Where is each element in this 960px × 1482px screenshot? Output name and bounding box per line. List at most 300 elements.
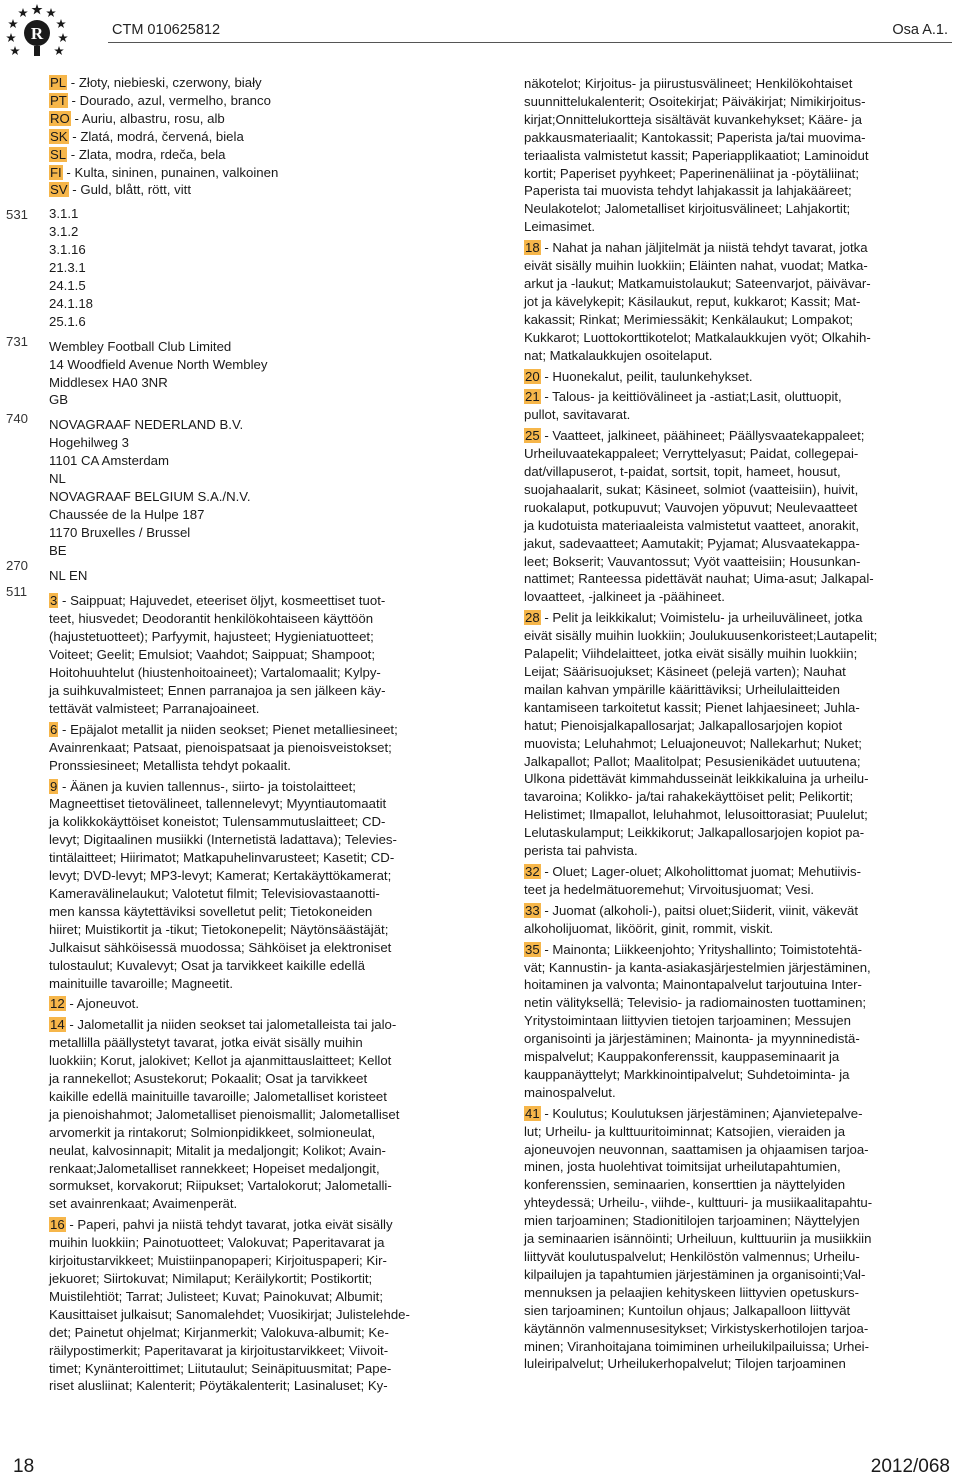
text-line: [49, 778, 435, 796]
class-text: liittyvät koulutuspalvelut; Henkilöstön valmennus; Urheilu-: [524, 1249, 860, 1264]
text-line: [49, 1034, 435, 1052]
page-number: 18: [13, 1456, 35, 1477]
text-line: [524, 1320, 908, 1338]
class-number: 21: [525, 389, 540, 405]
text-line: [524, 311, 908, 329]
class-text: kaikille edellä mainituille tavaroille; Jalometalliset koristeet: [49, 1088, 387, 1104]
text-line: [49, 795, 435, 813]
text-line: [49, 1106, 435, 1124]
text-line: [49, 1070, 435, 1088]
class-number: 28: [525, 610, 540, 626]
class-text: ja suihkuvalmisteet; Ennen parranajoa ja sen jälkeen käy-: [49, 683, 386, 698]
text-line: [524, 535, 908, 553]
class-text: alkoholijuomat, liköörit, ginit, rommit, viskit.: [524, 920, 774, 936]
text-line: [49, 1288, 435, 1306]
class-text: nattimet; Ranteessa pidettävät nauhat; Uima-asut; Jalkapal-: [524, 571, 874, 587]
text-line: [524, 770, 908, 788]
class-text: arkut ja -laukut; Matkamuistolaukut; Sateenvarjot, päivävar-: [524, 275, 871, 291]
text-line: [524, 553, 908, 571]
representative-line: 1101 CA Amsterdam: [49, 453, 169, 469]
class-text: hoitaminen ja valvonta; Mainontapalvelut tarjoutuina Inter-: [524, 977, 862, 993]
text-line: [49, 831, 435, 849]
class-text: kilpailujen ja tapahtumien järjestäminen ja organisointi;Val-: [524, 1266, 866, 1282]
text-line: [524, 1158, 908, 1176]
class-text: jot ja kävelykepit; Käsilaukut, reput, kukkarot; Kassit; Mat-: [524, 293, 861, 309]
class-text: tettävät valmisteet; Parranajoaineet.: [49, 700, 260, 716]
text-line: [524, 1266, 908, 1284]
class-text: Kameravälinelaukut; Valotetut filmit; Televisiovastaanotti-: [49, 885, 380, 901]
text-line: [49, 957, 435, 975]
class-text: - Pelit ja leikkikalut; Voimistelu- ja urheiluvälineet, jotka: [540, 610, 863, 626]
language-code: PT: [50, 92, 67, 108]
text-line: [49, 1160, 435, 1178]
vienna-code: 3.1.2: [49, 224, 79, 240]
text-line: [524, 427, 908, 445]
class-text: Avainrenkaat; Patsaat, pienoispatsaat ja pienoisveistokset;: [49, 739, 392, 755]
class-text: sien tarjoaminen; Kuntoilun ohjaus; Jalkapalloon liittyvät: [524, 1302, 851, 1318]
text-line: [524, 645, 908, 663]
text-line: [49, 885, 435, 903]
goods-class-entry: [49, 592, 435, 717]
text-line: [524, 881, 908, 899]
text-line: [524, 1030, 908, 1048]
language-colors: - Auriu, albastru, rosu, alb: [70, 110, 225, 126]
text-line: [524, 1248, 908, 1266]
class-text: - Huonekalut, peilit, taulunkehykset.: [540, 368, 753, 384]
text-line: [49, 1306, 435, 1324]
language-color-line: [49, 110, 435, 128]
text-line: [49, 921, 435, 939]
vienna-code: 21.3.1: [49, 260, 86, 276]
language-code: PL: [50, 75, 67, 90]
goods-class-entry: [524, 239, 908, 364]
class-text: - Koulutus; Koulutuksen järjestäminen; Ajanvietepalve-: [540, 1105, 863, 1121]
class-text: teet, hiusvedet; Deodorantit henkilökohtaiseen käyttöön: [49, 611, 374, 627]
goods-class-entry: [524, 609, 908, 860]
goods-class-entry: [49, 1016, 435, 1213]
class-number: 6: [50, 721, 58, 737]
text-line: [524, 481, 908, 499]
class-text: dat/villapuserot, t-paidat, sortsit, topit, hameet, housut,: [524, 464, 841, 480]
class-text: Kukkarot; Luottokorttikotelot; Matkalaukkujen vyöt; Olkahih-: [524, 329, 871, 345]
representative-line: BE: [49, 542, 67, 558]
class-text: mailan kahvan ympärille käärittäviksi; Urheilulaitteiden: [524, 681, 840, 697]
text-line: [524, 368, 908, 386]
text-line: [49, 1216, 435, 1234]
goods-class-entry: [49, 1216, 435, 1395]
class-text: kakassit; Rinkat; Merimiessäkit; Kenkälaukut; Lompakot;: [524, 311, 854, 327]
class-number: 16: [50, 1217, 65, 1233]
representative-block: [49, 416, 435, 559]
text-line: [524, 588, 908, 606]
text-line: [49, 903, 435, 921]
class-text: ruokalaput, potkupuvut; Vauvojen yöpuvut; Neulevaatteet: [524, 499, 858, 515]
class-text: nat; Matkalaukkujen osoitelaput.: [524, 347, 713, 363]
goods-class-entry: [524, 863, 908, 899]
text-line: [524, 1284, 908, 1302]
text-line: [524, 753, 908, 771]
text-line: [524, 1066, 908, 1084]
text-line: [524, 863, 908, 881]
applicant-line: Wembley Football Club Limited: [49, 338, 232, 354]
languages-270: NL EN: [49, 567, 88, 583]
class-text: mennuksen ja pelaajien kehityskeen liittyvien opetuskurs-: [524, 1284, 859, 1300]
class-text: kirjoitustarvikkeet; Muistiinpanopaperi; Kirjoituspaperi; Kir-: [49, 1253, 387, 1269]
tag-731: 731: [6, 334, 29, 349]
class-text: ja pienoishahmot; Jalometalliset pienoismallit; Jalometalliset: [49, 1106, 400, 1122]
class-text: ja kolikkokäyttöiset koneistot; Tulensammutuslaitteet; CD-: [49, 814, 386, 830]
text-line: [49, 664, 435, 682]
class-text: mainospalvelut.: [524, 1084, 616, 1100]
class-text: arvomerkit ja rintakorut; Solmionpidikkeet, solmioneulat,: [49, 1124, 376, 1140]
text-line: [524, 941, 908, 959]
text-line: [524, 239, 908, 257]
text-line: [49, 1324, 435, 1342]
text-line: [524, 499, 908, 517]
class-text: muovista; Leluhahmot; Leluajoneuvot; Nallekarhut; Nuket;: [524, 735, 862, 751]
text-line: [524, 1302, 908, 1320]
class-text: Ulkona pidettävät kimmahdusseinät leikkikaluina ja urheilu-: [524, 771, 869, 787]
language-code: SV: [50, 182, 68, 198]
text-line: [49, 1234, 435, 1252]
class-text: Lelutaskulamput; Leikkikorut; Jalkapallosarjojen kopiot pa-: [524, 825, 865, 841]
text-line: [49, 592, 435, 610]
class-text: metallilla päällystetyt tavarat, jotka eivät sisälly muihin: [49, 1035, 363, 1051]
text-line: näkotelot; Kirjoitus- ja piirustusvälineet; Henkilökohtaiset: [524, 76, 853, 91]
language-color-line: [49, 164, 435, 182]
class-text: Helistimet; Ilmapallot, leluhahmot, lelusoittorasiat; Puulelut;: [524, 807, 868, 823]
text-line: [524, 1123, 908, 1141]
text-line: kortit; Paperiset pyyhkeet; Paperinenäliinat ja -pöytäliinat;: [524, 165, 859, 181]
applicant-line: Middlesex HA0 3NR: [49, 374, 168, 390]
text-line: [49, 813, 435, 831]
class-text: teet ja hedelmätuoremehut; Virvoitusjuomat; Vesi.: [524, 881, 815, 897]
class-text: timet; Kynänteroittimet; Liitutaulut; Seinäpituusmitat; Pape-: [49, 1360, 392, 1376]
text-line: [524, 824, 908, 842]
class-text: - Talous- ja keittiövälineet ja -astiat;Lasit, oluttuopit,: [540, 389, 842, 405]
class-text: perista tai pahvista.: [524, 843, 638, 859]
class-text: Julkaisut sähköisessä muodossa; Sähköiset ja elektroniset: [49, 939, 392, 955]
text-line: [49, 739, 435, 757]
representative-line: NL: [49, 471, 66, 487]
text-line: [49, 610, 435, 628]
text-line: [524, 735, 908, 753]
text-line: [524, 976, 908, 994]
class-text: - Saippuat; Hajuvedet, eteeriset öljyt, kosmeettiset tuot-: [58, 593, 386, 609]
office-logo: [4, 2, 70, 62]
class-text: - Juomat (alkoholi-), paitsi oluet;Siiderit, viinit, väkevät: [540, 902, 859, 918]
goods-class-entry: [49, 778, 435, 993]
applicant-line: GB: [49, 392, 69, 408]
class-text: - Vaatteet, jalkineet, päähineet; Päällysvaatekappaleet;: [540, 428, 865, 444]
class-text: men kanssa käytettäviksi sovelletut pelit; Tietokoneiden: [49, 903, 373, 919]
text-line: [49, 995, 435, 1013]
class-text: Yritystoimintaan liittyvien tietojen tarjoaminen; Messujen: [524, 1013, 851, 1029]
text-line: [524, 902, 908, 920]
svg-text:R: R: [30, 24, 44, 43]
text-line: [524, 1338, 908, 1356]
class-text: tintälaitteet; Hiirimatot; Matkapuhelinvarusteet; Kasetit; CD-: [49, 850, 395, 866]
language-colors: - Dourado, azul, vermelho, branco: [67, 92, 271, 108]
class-text: Kausittaiset julkaisut; Sanomalehdet; Vuosikirjat; Julistelehde-: [49, 1306, 410, 1322]
class-text: mien tarjoaminen; Stadionitilojen tarjoaminen; Näyttelyjen: [524, 1213, 860, 1229]
text-line: [524, 1194, 908, 1212]
class-text: pullot, savitavarat.: [524, 407, 631, 423]
text-line: [524, 994, 908, 1012]
text-line: [524, 406, 908, 424]
class-text: tulostaulut; Kuvalevyt; Osat ja tarvikkeet kaikille edellä: [49, 957, 365, 973]
goods-class-entry: [49, 995, 435, 1013]
text-line: [49, 1088, 435, 1106]
vienna-code: 25.1.6: [49, 313, 86, 329]
class-text: sormukset, korvakorut; Riipukset; Vartalokorut; Jalometalli-: [49, 1178, 392, 1194]
class-text: eivät sisälly muihin luokkiin; Joulukuusenkoristeet;Lautapelit;: [524, 628, 878, 644]
text-line: [524, 570, 908, 588]
class-text: levyt; DVD-levyt; MP3-levyt; Kamerat; Kertakäyttökamerat;: [49, 868, 392, 884]
language-colors: - Zlata, modra, rdeča, bela: [67, 146, 226, 162]
goods-class-entry: [524, 368, 908, 386]
text-line: [524, 347, 908, 365]
class-text: ajoneuvojen neuvonnan, saattamisen ja ohjaamisen tarjoa-: [524, 1141, 869, 1157]
class-text: leet; Bokserit; Vauvantossut; Vyöt vaatteisiin; Housunkan-: [524, 553, 861, 569]
text-line: kirjat;Onnittelukortteja sisältävät kuvankehykset; Kääre- ja: [524, 111, 862, 127]
class-text: jekuoret; Siirtokuvat; Nimilaput; Keräilykortit; Postikortit;: [49, 1271, 373, 1286]
class-number: 14: [50, 1017, 65, 1033]
class-text: organisointi ja järjestäminen; Mainonta- ja myynninedistä-: [524, 1031, 860, 1047]
language-code: SL: [50, 146, 67, 162]
class-number: 20: [525, 368, 540, 384]
text-line: [524, 1230, 908, 1248]
text-line: [49, 757, 435, 775]
text-line: [524, 1176, 908, 1194]
language-colors: - Złoty, niebieski, czerwony, biały: [67, 75, 262, 90]
class-text: lovaatteet, -jalkineet ja -päähineet.: [524, 589, 725, 605]
class-text: hatut; Pienoisjalkapallosarjat; Jalkapallosarjojen kopiot: [524, 717, 843, 733]
text-line: [49, 1342, 435, 1360]
text-line: [524, 681, 908, 699]
representative-line: Hogehilweg 3: [49, 435, 129, 451]
text-line: [49, 1252, 435, 1270]
text-line: [524, 806, 908, 824]
language-color-line: [49, 92, 435, 110]
class-text: minen; Viranhoitajana toimiminen urheilukilpailuissa; Urhei-: [524, 1338, 869, 1354]
class-number: 32: [525, 863, 540, 879]
class-text: riset alusliinat; Kalenterit; Pöytäkalenterit; Lasinaluset; Ky-: [49, 1378, 388, 1394]
class-text: Palapelit; Viihdelaitteet, jotka eivät sisälly muihin luokkiin;: [524, 646, 858, 662]
class-number: 18: [525, 240, 540, 256]
text-line: [524, 257, 908, 275]
text-line: [49, 1052, 435, 1070]
text-line: Paperista tai muovista tehdyt lahjakassit ja lahjakääreet;: [524, 183, 852, 199]
text-line: [524, 627, 908, 645]
class-text: tavaroina; Kolikko- ja/tai rahakekäyttöiset pelit; Pelikortit;: [524, 789, 854, 805]
goods-class-entry: [524, 902, 908, 938]
text-line: [524, 609, 908, 627]
class-text: ja rannekellot; Asustekorut; Pokaalit; Osat ja tarvikkeet: [49, 1071, 368, 1087]
class-text: - Mainonta; Liikkeenjohto; Yrityshallinto; Toimistotehtä-: [540, 941, 862, 957]
class-16-continued: [524, 75, 908, 236]
language-color-line: [49, 128, 435, 146]
class-text: - Ajoneuvot.: [65, 996, 139, 1012]
text-line: [49, 646, 435, 664]
text-line: [524, 1048, 908, 1066]
class-text: konferenssien, seminaarien, konserttien ja näyttelyiden: [524, 1177, 846, 1193]
text-line: [49, 628, 435, 646]
language-color-line: [49, 181, 435, 199]
text-line: [524, 293, 908, 311]
class-text: mainituille tavaroille; Magneetit.: [49, 975, 233, 991]
tag-511: 511: [6, 584, 28, 599]
text-line: [524, 329, 908, 347]
text-line: [49, 700, 435, 718]
class-text: - Jalometallit ja niiden seokset tai jalometalleista tai jalo-: [65, 1017, 397, 1033]
language-colors: - Guld, blått, rött, vitt: [68, 182, 191, 198]
text-line: [49, 975, 435, 993]
vienna-code: 3.1.16: [49, 242, 86, 258]
text-line: [524, 1141, 908, 1159]
text-line: [524, 920, 908, 938]
text-line: suunnittelukalenterit; Osoitekirjat; Päiväkirjat; Nimikirjoitus-: [524, 93, 866, 109]
class-number: 33: [525, 902, 540, 918]
class-number: 35: [525, 941, 540, 957]
class-text: - Äänen ja kuvien tallennus-, siirto- ja toistolaitteet;: [58, 778, 356, 794]
goods-class-entry: [49, 721, 435, 775]
class-text: luleiripalvelut; Urheilukerhopalvelut; Tilojen tarjoaminen: [524, 1356, 846, 1372]
text-line: Leimasimet.: [524, 219, 596, 235]
class-text: kauppanäyttelyt; Markkinointipalvelut; Suhdetoiminta- ja: [524, 1066, 850, 1082]
applicant-block: [49, 338, 435, 410]
goods-class-entry: [524, 388, 908, 424]
class-text: Magneettiset tietovälineet, tallennelevyt; Myyntiautomaatit: [49, 796, 387, 812]
class-text: luokkiin; Korut, jalokivet; Kellot ja ajanmittauslaitteet; Kellot: [49, 1053, 392, 1069]
text-line: [49, 1016, 435, 1034]
class-text: - Oluet; Lager-oluet; Alkoholittomat juomat; Mehutiivis-: [540, 863, 861, 879]
class-text: (hajustetuotteet); Parfyymit, hajusteet; Hygieniatuotteet;: [49, 629, 374, 645]
goods-classes-left: [49, 592, 435, 1395]
vienna-code: 3.1.1: [49, 206, 79, 222]
goods-class-entry: [524, 1105, 908, 1374]
class-text: det; Painetut ohjelmat; Kirjanmerkit; Valokuva-albumit; Ke-: [49, 1324, 389, 1340]
text-line: pakkausmateriaalit; Kantokassit; Paperista ja/tai muovima-: [524, 129, 866, 145]
class-text: Hoitohuuhtelut (hiustenhoitoaineet); Vartalomaalit; Kylpy-: [49, 665, 381, 681]
text-line: [49, 1195, 435, 1213]
text-line: [524, 1355, 908, 1373]
class-text: Voiteet; Geelit; Emulsiot; Vaahdot; Saippuat; Shampoot;: [49, 647, 375, 663]
header-rule: [108, 42, 952, 43]
class-number: 9: [50, 778, 58, 794]
text-line: [524, 445, 908, 463]
color-language-list: [49, 74, 435, 199]
text-line: [524, 959, 908, 977]
tag-531: 531: [6, 207, 29, 222]
class-text: käytännön valmennusesitykset; Virkistyskerhotilojen tarjoa-: [524, 1320, 869, 1336]
tag-270: 270: [6, 558, 29, 573]
class-text: hiiret; Muistikortit ja -tikut; Tietokonepelit; Näytönsäästäjät;: [49, 921, 389, 937]
language-colors: - Zlatá, modrá, červená, biela: [68, 128, 244, 144]
class-text: eivät sisälly muihin luokkiin; Eläinten nahat, vuodat; Matka-: [524, 258, 868, 274]
text-line: [524, 517, 908, 535]
class-text: suojahaalarit, sukat; Käsineet, solmiot (vaatteisiin), huivit,: [524, 481, 859, 497]
text-line: [524, 388, 908, 406]
class-text: Leijat; Säärisuojukset; Käsineet (pelejä varten); Nauhat: [524, 664, 846, 679]
text-line: [524, 1012, 908, 1030]
class-text: Jalkapallot; Pallot; Maalitolpat; Pesusienikädet uutuutena;: [524, 753, 861, 769]
text-line: [49, 1142, 435, 1160]
class-text: Pronssiesineet; Metallista tehdyt pokaalit.: [49, 757, 291, 773]
language-code: SK: [50, 128, 68, 144]
class-number: 41: [525, 1105, 540, 1121]
tag-740: 740: [6, 411, 29, 426]
text-line: [524, 1105, 908, 1123]
class-text: yhteydessä; Urheilu-, viihde-, kulttuuri- ja musiikaalitapahtu-: [524, 1195, 873, 1211]
class-text: ja kudotuista materiaaleista valmistetut vaatteet, anorakit,: [524, 517, 859, 533]
class-text: neulat, kalvosinnapit; Mitalit ja medaljongit; Kolikot; Avain-: [49, 1142, 386, 1158]
representative-line: NOVAGRAAF BELGIUM S.A./N.V.: [49, 488, 251, 504]
representative-line: 1170 Bruxelles / Brussel: [49, 524, 191, 540]
text-line: teriaalista valmistetut kassit; Paperiapplikaatiot; Laminoidut: [524, 147, 869, 163]
text-line: [524, 1212, 908, 1230]
text-line: [524, 663, 908, 681]
text-line: [49, 682, 435, 700]
representative-line: Chaussée de la Hulpe 187: [49, 506, 205, 522]
text-line: [49, 1124, 435, 1142]
vienna-code: 24.1.5: [49, 277, 86, 293]
goods-class-entry: [524, 427, 908, 606]
right-column: [524, 75, 908, 1373]
class-text: mispalvelut; Kauppakonferenssit, kauppaseminaarit ja: [524, 1049, 840, 1065]
text-line: [524, 788, 908, 806]
class-text: muihin luokkiin; Painotuotteet; Valokuvat; Paperitavarat ja: [49, 1235, 385, 1251]
class-number: 12: [50, 996, 65, 1012]
class-text: kantamiseen tarkoitetut kassit; Pienet lahjaesineet; Juhla-: [524, 699, 860, 715]
class-text: - Nahat ja nahan jäljitelmät ja niistä tehdyt tavarat, jotka: [540, 240, 868, 256]
class-text: - Paperi, pahvi ja niistä tehdyt tavarat, jotka eivät sisälly: [65, 1217, 393, 1233]
text-line: [524, 717, 908, 735]
class-text: levyt; Digitaalinen musiikki (Internetistä ladattava); Televies-: [49, 832, 397, 848]
document-id: CTM 010625812: [112, 22, 221, 38]
vienna-code: 24.1.18: [49, 295, 93, 311]
class-text: vät; Kannustin- ja kanta-asiakasjärjestelmien järjestäminen,: [524, 959, 871, 975]
applicant-line: 14 Woodfield Avenue North Wembley: [49, 356, 268, 372]
class-text: - Epäjalot metallit ja niiden seokset; Pienet metalliesineet;: [58, 721, 398, 737]
left-column: [49, 74, 435, 1395]
representative-line: NOVAGRAAF NEDERLAND B.V.: [49, 417, 244, 433]
class-text: minen, josta huolehtivat toimitsijat urheilutapahtumien,: [524, 1159, 841, 1175]
text-line: [524, 842, 908, 860]
language-code: FI: [50, 164, 62, 180]
vienna-codes: [49, 205, 435, 330]
class-text: Urheiluvaatekappaleet; Verryttelyasut; Paidat, collegepai-: [524, 446, 859, 462]
text-line: Neulakotelot; Jalometalliset kirjoitusvälineet; Lahjakortit;: [524, 201, 851, 217]
text-line: [49, 721, 435, 739]
class-text: lut; Urheilu- ja kulttuuritoiminnat; Katsojien, vieraiden ja: [524, 1123, 846, 1139]
text-line: [524, 1084, 908, 1102]
text-line: [524, 275, 908, 293]
text-line: [524, 463, 908, 481]
text-line: [524, 699, 908, 717]
language-colors: - Kulta, sininen, punainen, valkoinen: [62, 164, 279, 180]
class-number: 25: [525, 428, 540, 444]
class-text: renkaat;Jalometalliset rannekkeet; Hopeiset medaljongit,: [49, 1160, 380, 1176]
class-text: jakut, sadevaatteet; Aamutakit; Pyjamat; Alusvaatekappa-: [524, 535, 860, 551]
text-line: [49, 867, 435, 885]
class-text: netin välityksellä; Televisio- ja radiomainosten tuottaminen;: [524, 995, 867, 1011]
text-line: [49, 1177, 435, 1195]
issue-number: 2012/068: [870, 1456, 950, 1477]
language-color-line: [49, 74, 435, 92]
class-text: ja seminaarien isännöinti; Urheiluun, kulttuuriin ja musiikkiin: [524, 1231, 872, 1247]
text-line: [49, 1377, 435, 1395]
